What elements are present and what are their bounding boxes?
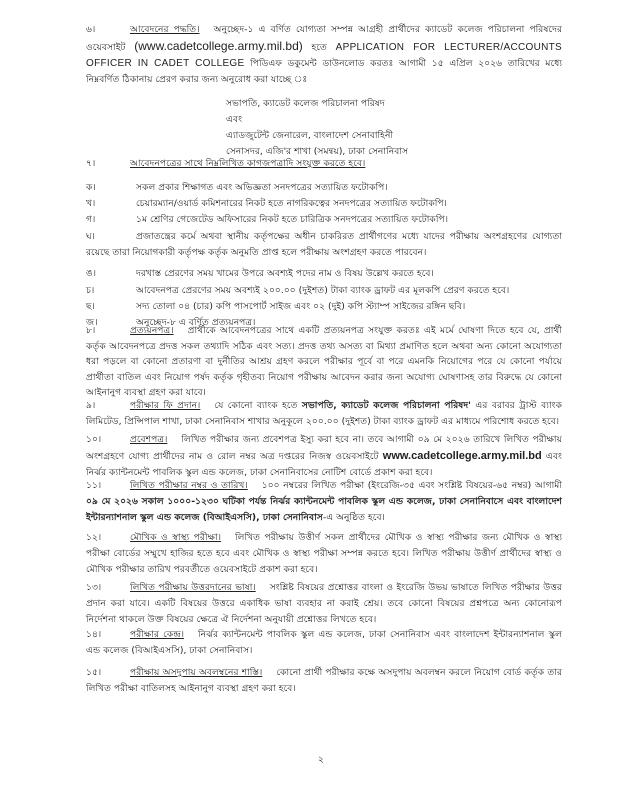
address-line: সেনাসদর, এজি'র শাখা (সমন্বয়), ঢাকা সেনানিবাস xyxy=(226,146,409,157)
mailing-address xyxy=(226,96,408,160)
list-item xyxy=(86,266,562,282)
section-8-certificate xyxy=(86,323,562,401)
list-item xyxy=(86,212,562,228)
list-item xyxy=(86,299,562,315)
section-heading: লিখিত পরীক্ষায় উত্তরদানের ভাষা। xyxy=(130,582,256,593)
section-number: ৮। xyxy=(86,325,96,336)
item-label: ঘ। xyxy=(86,231,95,242)
item-text: সকল প্রকার শিক্ষাগত এবং অভিজ্ঞতা সনদপত্রের সত্যায়িত ফটোকপি। xyxy=(136,182,388,193)
section-12-viva-health xyxy=(86,530,562,578)
section-7-required-documents xyxy=(86,156,562,172)
list-item xyxy=(86,283,562,299)
body-text: প্রার্থীকে আবেদনপত্রের সাথে একটি প্রত্যয়নপত্র সংযুক্ত করতঃ এই মর্মে ঘোষণা দিতে হবে যে, প্রার্থী কর্তৃক আবেদনপত্রে প্রদত্ত সকল তথ্যাদি সঠিক এবং সত্য। প্রদত্ত তথ্য অসত্য বা মিথ্যা প্রমাণিত হলে অথবা অন্য কোনো অযোগ্যতা ধরা পড়লে বা কোনো প্রতারণা বা দুর্নীতির আশ্রয় গ্রহণ করলে পরীক্ষার পূর্বে বা পরে এমনকি নিয়োগের পরে যে কোনো পর্যায়ে প্রার্থীতা বাতিল এবং নিয়োগ পর্ষদ কর্তৃক গৃহীতব্য নিয়োগ পরীক্ষায় আবেদন করার জন্য অযোগ্য ঘোষণাসহ তার বিরুদ্ধে যে কোনো আইনানুগ ব্যবস্থা গ্রহণ করা যাবে। xyxy=(86,325,562,398)
item-label: ক। xyxy=(86,182,96,193)
section-heading: প্রত্যয়নপত্র। xyxy=(130,325,174,336)
exam-schedule-venue: ০৯ মে ২০২৬ সকাল ১০০০-১২৩০ ঘটিকা পর্যন্ত নির্ঝর ক্যান্টনমেন্ট পাবলিক স্কুল এন্ড কলেজ, ঢাকা সেনানিবাসে এবং বাংলাদেশ ইন্টারন্যাশনাল স্কুল এন্ড কলেজ (বিআইএসসি), ঢাকা সেনানিবাস xyxy=(86,496,562,523)
body-text: লিখিত পরীক্ষায় উত্তীর্ণ সকল প্রার্থীদের মৌখিক ও স্বাস্থ্য পরীক্ষার জন্য মৌখিক ও স্বাস্থ্য পরীক্ষা বোর্ডের সম্মুখে হাজির হতে হবে এবং মৌখিক ও স্বাস্থ্য পরীক্ষা সম্পন্ন করতে হবে। লিখিত পরীক্ষায় উত্তীর্ণ প্রার্থীদের স্বাস্থ্য ও মৌখিক পরীক্ষার তারিখ পরবর্তীতে ওয়েবসাইটে প্রকাশ করা হবে। xyxy=(86,532,562,575)
body-text: কোনো প্রার্থী পরীক্ষার কক্ষে অসদুপায় অবলম্বন করলে নিয়োগ বোর্ড কর্তৃক তার লিখিত পরীক্ষা বাতিলসহ আইনানুগ ব্যবস্থা গ্রহণ করা হবে। xyxy=(86,667,562,694)
section-heading: পরীক্ষায় অসদুপায় অবলম্বনের শাস্তি। xyxy=(130,667,263,678)
section-14-exam-center xyxy=(86,627,562,659)
section-heading: আবেদনের পদ্ধতি। xyxy=(130,24,200,35)
page-number: ২ xyxy=(318,754,324,765)
section-heading: মৌখিক ও স্বাস্থ্য পরীক্ষা। xyxy=(130,532,222,543)
section-11-exam-marks-date xyxy=(86,478,562,526)
body-text: এর বরাবর ট্রাস্ট ব্যাংক লিমিটেড, প্রিন্সিপাল শাখা, ঢাকা সেনানিবাস শাখার অনুকূলে ২০০.০০ (দুইশত) টাকা ব্যাংক ড্রাফট এর মাধ্যমে পরিশোধ করতে হবে। xyxy=(86,400,562,427)
section-heading: আবেদনপত্রের সাথে নিম্নলিখিত কাগজপত্রাদি সংযুক্ত করতে হবে। xyxy=(130,158,366,169)
section-heading: লিখিত পরীক্ষার নম্বর ও তারিখ। xyxy=(130,480,248,491)
section-number: ১৪। xyxy=(86,629,102,640)
body-text: হতে xyxy=(302,42,336,53)
item-text: দরখাস্ত প্রেরণের সময় খামের উপরে অবশ্যই পদের নাম ও বিষয় উল্লেখ করতে হবে। xyxy=(136,268,434,279)
body-text: -এ অনুষ্ঠিত হবে। xyxy=(322,512,385,523)
item-text: অনুচ্ছেদ-৮ এ বর্ণিত প্রত্যয়নপত্র। xyxy=(136,317,256,328)
section-number: ১৩। xyxy=(86,582,102,593)
section-number: ১২। xyxy=(86,532,102,543)
payee-name: সভাপতি, ক্যাডেট কলেজ পরিচালনা পরিষদ' xyxy=(301,400,471,411)
section-number: ১০। xyxy=(86,434,102,445)
section-number: ৭। xyxy=(86,158,96,169)
section-heading: পরীক্ষার কেন্দ্র। xyxy=(130,629,185,640)
item-text: প্রজাতন্ত্রের কর্মে অথবা স্থানীয় কর্তৃপক্ষের অধীন চাকরিরত প্রার্থীগণের মধ্যে যাদের পরীক্ষায় অংশগ্রহণের যোগ্যতা রয়েছে তারা নিয়োগকারী কর্তৃপক্ষ কর্তৃক অনুমতি প্রাপ্ত হলে পরীক্ষায় অংশগ্রহণ করতে পারবেন। xyxy=(86,231,562,258)
body-text: অনুচ্ছেদ-১ এ বর্ণিত যোগ্যতা সম্পন্ন আগ্রহী প্রার্থীদের ক্যাডেট কলেজ পরিচালনা পরিষদের ওয়েবসাইট xyxy=(86,24,562,53)
body-text: এবং নির্ঝর ক্যান্টনমেন্ট পাবলিক স্কুল এন্ড কলেজ, ঢাকা সেনানিবাসের নোটিশ বোর্ডে প্রকাশ করা হবে। xyxy=(86,451,562,478)
item-label: চ। xyxy=(86,285,95,296)
body-text: পিডিএফ ডকুমেন্ট ডাউনলোড করতঃ আগামী ১৫ এপ্রিল ২০২৬ তারিখের মধ্যে নিম্নবর্ণিত ঠিকানায় প্রেরণ করার জন্য অনুরোধ করা যাচ্ছে ঃ xyxy=(86,58,563,85)
document-title-text: APPLICATION FOR LECTURER/ACCOUNTS OFFICER IN CADET COLLEGE xyxy=(86,42,562,69)
item-text: ১ম শ্রেণির গেজেটেড অফিসারের নিকট হতে চারিত্রিক সনদপত্রের সত্যায়িত ফটোকপি। xyxy=(136,214,449,225)
section-number: ৬। xyxy=(86,24,96,35)
address-line: সভাপতি, ক্যাডেট কলেজ পরিচালনা পরিষদ xyxy=(226,98,385,109)
item-text: সদ্য তোলা ০৪ (চার) কপি পাসপোর্ট সাইজ এবং ০২ (দুই) কপি স্ট্যাম্প সাইজের রঙ্গিন ছবি। xyxy=(136,301,466,312)
list-item xyxy=(86,229,562,261)
section-heading: পরীক্ষার ফি প্রদান। xyxy=(130,400,201,411)
item-text: আবেদনপত্র প্রেরণের সময় অবশ্যই ২০০.০০ (দুইশত) টাকা ব্যাংক ড্রাফট এর মূলকপি প্রেরণ করতে হবে। xyxy=(136,285,510,296)
item-label: ছ। xyxy=(86,301,95,312)
section-number: ১৫। xyxy=(86,667,102,678)
list-item xyxy=(86,196,562,212)
section-9-exam-fee xyxy=(86,398,562,430)
item-label: গ। xyxy=(86,214,96,225)
section-heading: প্রবেশপত্র। xyxy=(130,434,168,445)
item-text: চেয়ারম্যান/ওয়ার্ড কমিশনারের নিকট হতে নাগরিকত্বের সনদপত্রের সত্যায়িত ফটোকপি। xyxy=(136,198,447,209)
website-link[interactable]: (www.cadetcollege.army.mil.bd) xyxy=(134,39,303,53)
section-13-answer-language xyxy=(86,580,562,628)
body-text: লিখিত পরীক্ষার জন্য প্রবেশপত্র ইস্যু করা হবে না। তবে আগামী ০৯ মে ২০২৬ তারিখে লিখিত পরীক্ষায় অংশগ্রহণে যোগ্য প্রার্থীদের নাম ও রোল নম্বর অত্র দপ্তরের নিজস্ব ওয়েবসাইটে xyxy=(86,434,562,462)
list-item xyxy=(86,180,562,196)
body-text: নির্ঝর ক্যান্টনমেন্ট পাবলিক স্কুল এন্ড কলেজ, ঢাকা সেনানিবাস এবং বাংলাদেশ ইন্টারন্যাশনাল স্কুল এন্ড কলেজ (বিআইএসসি), ঢাকা সেনানিবাস। xyxy=(86,629,562,656)
section-10-admit-card xyxy=(86,432,562,481)
body-text: সংশ্লিষ্ট বিষয়ের প্রশ্নোত্তর বাংলা ও ইংরেজি উভয় ভাষাতে লিখিত পরীক্ষার উত্তর প্রদান করা যাবে। একটি বিষয়ের উত্তরে একাধিক ভাষা ব্যবহার না করাই শ্রেয়। তবে কোনো বিষয়ের প্রশ্নপত্রে অন্য কোনোরূপ নির্দেশনা থাকলে উক্ত বিষয়ের ক্ষেত্রে ঐ নির্দেশনা অনুযায়ী প্রশ্নোত্তর লিখতে হবে। xyxy=(86,582,562,625)
item-label: ঙ। xyxy=(86,268,97,279)
item-label: খ। xyxy=(86,198,96,209)
body-text: ১০০ নম্বরের লিখিত পরীক্ষা (ইংরেজি-৩৫ এবং সংশ্লিষ্ট বিষয়ের-৬৫ নম্বর) আগামী xyxy=(261,480,562,491)
address-line: এ্যাডজুটেন্ট জেনারেল, বাংলাদেশ সেনাবাহিনী xyxy=(226,130,394,141)
section-number: ১১। xyxy=(86,480,102,491)
body-text: যে কোনো ব্যাংক হতে xyxy=(214,400,302,411)
website-link[interactable]: www.cadetcollege.army.mil.bd xyxy=(382,450,542,462)
item-label: জ। xyxy=(86,317,98,328)
section-6-application-method xyxy=(86,22,562,88)
section-15-malpractice-penalty xyxy=(86,665,562,697)
address-line: এবং xyxy=(226,114,243,125)
section-number: ৯। xyxy=(86,400,96,411)
